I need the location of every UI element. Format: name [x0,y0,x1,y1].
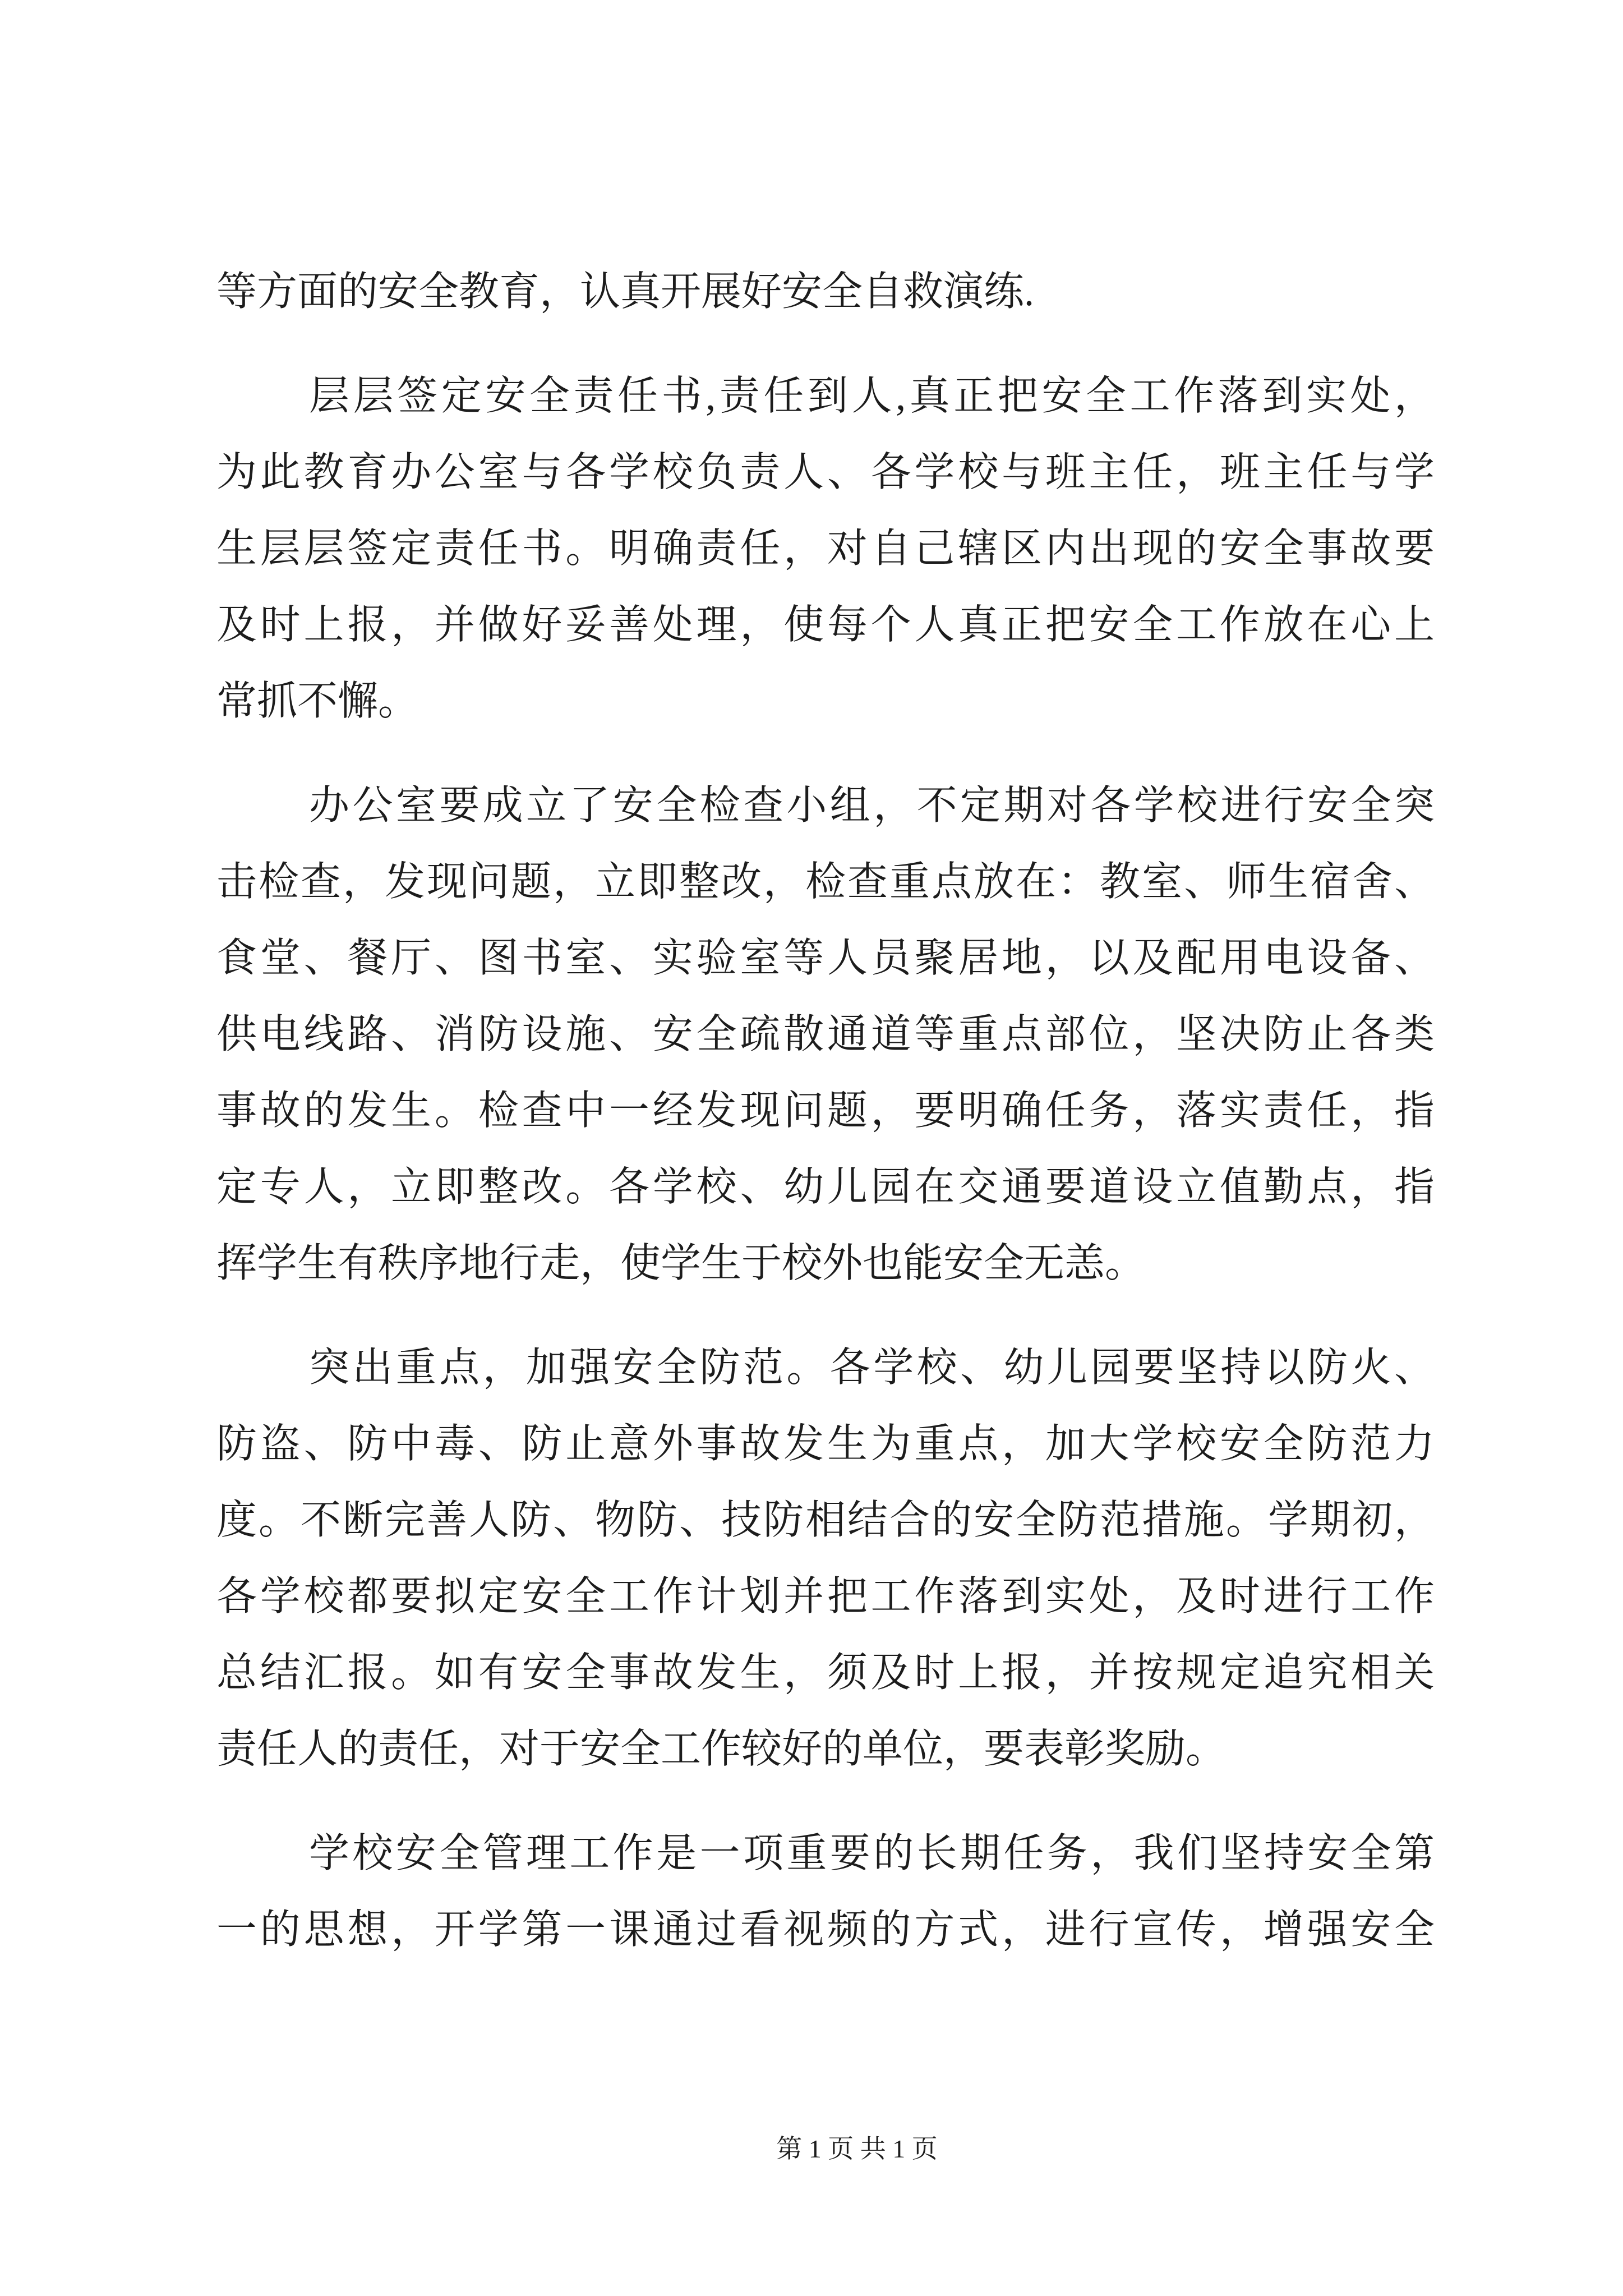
paragraph [216,358,1435,739]
text-line: 等方面的安全教育，认真开展好安全自救演练. [216,269,1035,314]
paragraph [216,254,1435,330]
document-body [216,254,1435,1968]
text-line: 度。不断完善人防、物防、技防相结合的安全防范措施。学期初， [216,1498,1435,1543]
text-line: 一的思想，开学第一课通过看视频的方式，进行宣传，增强安全 [216,1907,1435,1952]
text-line: 学校安全管理工作是一项重要的长期任务，我们坚持安全第 [309,1831,1435,1876]
text-line: 办公室要成立了安全检查小组，不定期对各学校进行安全突 [309,783,1435,828]
text-line: 防盗、防中毒、防止意外事故发生为重点，加大学校安全防范力 [216,1421,1435,1466]
text-line: 责任人的责任，对于安全工作较好的单位，要表彰奖励。 [216,1727,1227,1772]
text-line: 挥学生有秩序地行走，使学生于校外也能安全无恙。 [216,1241,1146,1286]
text-line: 供电线路、消防设施、安全疏散通道等重点部位，坚决防止各类 [216,1012,1435,1057]
paragraph [216,1815,1435,1968]
page-footer: 第 1 页 共 1 页 [776,2134,938,2163]
text-line: 层层签定安全责任书,责任到人,真正把安全工作落到实处， [309,374,1435,418]
paragraph [216,1329,1435,1787]
text-line: 及时上报，并做好妥善处理，使每个人真正把安全工作放在心上 [216,602,1435,647]
text-line: 击检查，发现问题，立即整改，检查重点放在：教室、师生宿舍、 [216,859,1435,904]
text-line: 定专人，立即整改。各学校、幼儿园在交通要道设立值勤点，指 [216,1165,1435,1209]
text-line: 生层层签定责任书。明确责任，对自己辖区内出现的安全事故要 [216,526,1435,571]
text-line: 各学校都要拟定安全工作计划并把工作落到实处，及时进行工作 [216,1574,1435,1619]
text-line: 总结汇报。如有安全事故发生，须及时上报，并按规定追究相关 [216,1650,1435,1695]
text-line: 事故的发生。检查中一经发现问题，要明确任务，落实责任，指 [216,1088,1435,1133]
paragraph [216,767,1435,1301]
text-line: 突出重点，加强安全防范。各学校、幼儿园要坚持以防火、 [309,1345,1435,1390]
text-line: 为此教育办公室与各学校负责人、各学校与班主任，班主任与学 [216,450,1435,495]
text-line: 食堂、餐厅、图书室、实验室等人员聚居地，以及配用电设备、 [216,936,1435,981]
text-line: 常抓不懈。 [216,679,419,724]
